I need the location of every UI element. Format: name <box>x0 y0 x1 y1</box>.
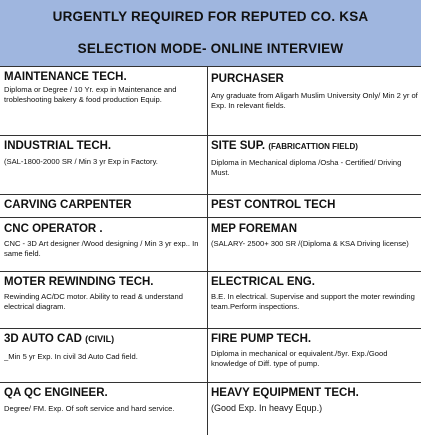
job-cell-industrial-tech <box>4 139 204 191</box>
row-divider <box>0 194 421 195</box>
job-description: Diploma in mechanical or equivalent./5yr. Exp./Good knowledge of Diff. type of pump. <box>211 349 388 369</box>
job-description: (SALARY- 2500+ 300 SR /(Diploma & KSA Driving license) <box>211 239 409 248</box>
job-grid <box>0 66 421 435</box>
job-description: (SAL-1800-2000 SR / Min 3 yr Exp in Factory. <box>4 157 158 166</box>
job-title: INDUSTRIAL TECH. <box>4 140 112 152</box>
row-divider <box>0 217 421 218</box>
job-cell-cnc-operator <box>4 222 204 268</box>
job-cell-electrical-eng <box>211 275 418 325</box>
job-description: Diploma or Degree / 10 Yr. exp in Maintenance and trobleshooting bakery & food production Equip. <box>4 85 177 105</box>
ad-header <box>0 0 421 66</box>
job-cell-purchaser <box>211 72 418 130</box>
job-title: CNC OPERATOR . <box>4 223 103 235</box>
job-title: CARVING CARPENTER <box>4 199 132 211</box>
job-cell-mep-foreman <box>211 222 418 268</box>
job-title: PEST CONTROL TECH <box>211 199 336 211</box>
job-cell-heavy-equipment-tech <box>211 386 418 434</box>
job-title: MOTER REWINDING TECH. <box>4 276 154 288</box>
job-title-suffix: (CIVIL) <box>85 334 115 344</box>
row-divider <box>0 271 421 272</box>
job-cell-fire-pump-tech <box>211 332 418 380</box>
job-title: HEAVY EQUIPMENT TECH. <box>211 387 359 399</box>
job-cell-site-sup <box>211 139 418 191</box>
job-title: QA QC ENGINEER. <box>4 387 108 399</box>
job-cell-carving-carpenter <box>4 198 204 216</box>
job-description: Any graduate from Aligarh Muslim University Only/ Min 2 yr of Exp. In relevant fields. <box>211 91 418 111</box>
job-title: MAINTENANCE TECH. <box>4 71 127 83</box>
job-title: ELECTRICAL ENG. <box>211 276 315 288</box>
job-title: 3D AUTO CAD (CIVIL) <box>4 333 115 345</box>
header-line-1: URGENTLY REQUIRED FOR REPUTED CO. KSA <box>52 9 369 24</box>
job-cell-3d-auto-cad <box>4 332 204 380</box>
job-description: (Good Exp. In heavy Equp.) <box>211 403 323 413</box>
job-cell-moter-rewinding-tech <box>4 275 204 325</box>
job-description: Degree/ FM. Exp. Of soft service and hard service. <box>4 404 175 413</box>
job-description: Diploma in Mechanical diploma /Osha - Certified/ Driving Must. <box>211 158 402 178</box>
job-title: FIRE PUMP TECH. <box>211 333 312 345</box>
job-cell-qa-qc-engineer <box>4 386 204 434</box>
job-description: B.E. In electrical. Supervise and support the moter rewinding team.Perform inspections. <box>211 292 415 312</box>
job-title: PURCHASER <box>211 73 284 85</box>
row-divider <box>0 135 421 136</box>
job-title-suffix: (FABRICATTION FIELD) <box>268 142 358 151</box>
job-cell-pest-control-tech <box>211 198 418 216</box>
job-title: MEP FOREMAN <box>211 223 298 235</box>
row-divider <box>0 328 421 329</box>
job-title: SITE SUP. (FABRICATTION FIELD) <box>211 140 358 152</box>
header-line-2: SELECTION MODE- ONLINE INTERVIEW <box>77 41 344 56</box>
job-description: _Min 5 yr Exp. In civil 3d Auto Cad field. <box>4 352 138 361</box>
job-description: Rewinding AC/DC motor. Ability to read & understand electrical diagram. <box>4 292 183 312</box>
job-description: CNC - 3D Art designer /Wood designing / Min 3 yr exp.. In same field. <box>4 239 199 259</box>
job-cell-maintenance-tech <box>4 70 204 130</box>
column-divider <box>207 67 208 435</box>
row-divider <box>0 382 421 383</box>
